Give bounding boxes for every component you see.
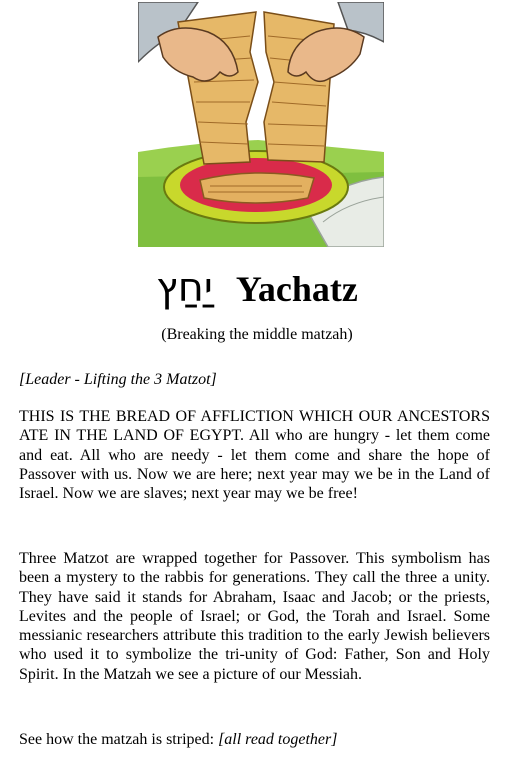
paragraph-three-matzot: Three Matzot are wrapped together for Passover. This symbolism has been a mystery to the rabbis for generations. They call the three a unity. They have said it stands for Abraham, Isaac and Jacob; or the priests, Levites and the people of Israel; or God, the Torah and Israel. Some messianic researchers attribute this tradition to the early Jewish believers who used it to symbolize the tri-unity of God: Father, Son and Holy Spirit. In the Matzah we see a picture of our Messiah. bbox=[19, 550, 490, 683]
closing-line bbox=[19, 730, 490, 749]
paragraph-bread-of-affliction: THIS IS THE BREAD OF AFFLICTION WHICH OUR ANCESTORS ATE IN THE LAND OF EGYPT. All who are hungry - let them come and eat. All who are needy - let them come and share the hope of Passover with us. Now we are here; next year may we be in the Land of Israel. Now we are slaves; next year may we be free! bbox=[19, 408, 490, 503]
closing-text: See how the matzah is striped: bbox=[19, 731, 215, 748]
subtitle: (Breaking the middle matzah) bbox=[161, 326, 353, 343]
section-title bbox=[0, 265, 514, 311]
english-title: Yachatz bbox=[235, 269, 358, 309]
hebrew-title: יַחַץ bbox=[156, 265, 213, 311]
reading-instruction: [all read together] bbox=[218, 731, 338, 748]
breaking-matzah-illustration bbox=[138, 2, 384, 247]
stage-direction: [Leader - Lifting the 3 Matzot] bbox=[19, 371, 217, 388]
